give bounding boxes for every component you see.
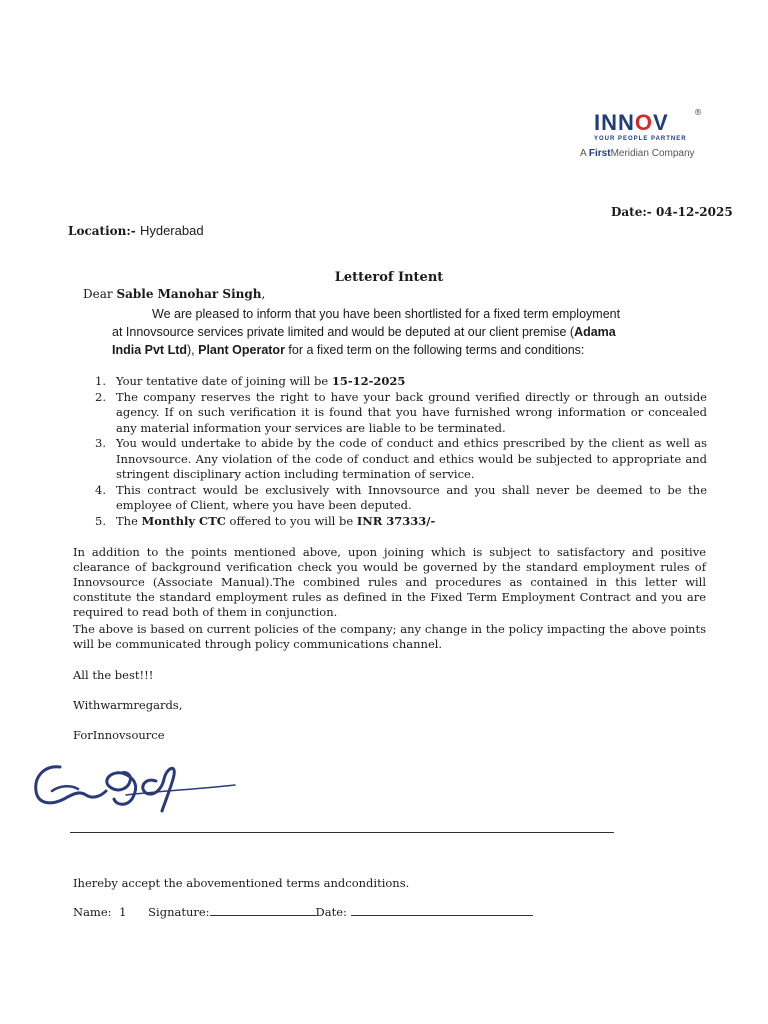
location xyxy=(68,223,204,238)
recipient-name: Sable Manohar Singh xyxy=(116,287,262,301)
company-logo xyxy=(580,108,715,164)
acceptance-statement: Ihereby accept the abovementioned terms andconditions. xyxy=(73,876,410,890)
term-item: 2. The company reserves the right to have your back ground verified directly or through an outside agency. If on such verification it is found that you have furnished wrong information or concealed any material information your services are liable to be terminated. xyxy=(95,389,707,435)
term-item: 5. The Monthly CTC offered to you will be INR 37333/- xyxy=(95,513,436,528)
rules-paragraph: In addition to the points mentioned above, upon joining which is subject to satisfactory and positive clearance of background verification check you would be governed by the standard employment rules of Innovsource (Associate Manual).The combined rules and procedures as contained in this letter will constitute the standard employment rules as defined in the Fixed Term Employment Contract and you are required to read both of them in conjunction. xyxy=(73,545,706,619)
signature-label: Signature: xyxy=(148,905,210,919)
closing-regards: Withwarmregards, xyxy=(73,698,183,712)
client-name: Adama xyxy=(574,325,616,339)
logo-company-line: A FirstMeridian Company xyxy=(580,148,695,159)
name-value: 1 xyxy=(119,905,127,919)
letter-date: Date:- 04-12-2025 xyxy=(611,205,733,219)
policy-paragraph: The above is based on current policies of the company; any change in the policy impacting the above points will be communicated through policy communications channel. xyxy=(73,622,706,651)
closing-best: All the best!!! xyxy=(73,668,154,682)
location-value: Hyderabad xyxy=(139,223,204,238)
term-item: 3. You would undertake to abide by the code of conduct and ethics prescribed by the client as well as Innovsource. Any violation of the code of conduct and ethics would be subjected to appropriate and stringent disciplinary action including termination of service. xyxy=(95,436,707,481)
registered-mark: ® xyxy=(694,108,702,117)
letter-title: Letterof Intent xyxy=(334,270,444,285)
terms-list xyxy=(95,374,707,529)
term-item: 4. This contract would be exclusively with Innovsource and you shall never be deemed to be the employee of Client, where you have been deputed. xyxy=(95,482,707,512)
acceptance-fields xyxy=(73,905,533,919)
signature-field[interactable] xyxy=(210,905,316,916)
salutation: Dear Sable Manohar Singh, xyxy=(83,287,266,301)
location-label: Location:- xyxy=(68,224,140,238)
job-role: Plant Operator xyxy=(198,343,285,357)
joining-date: 15-12-2025 xyxy=(331,374,406,388)
closing-signatory: ForInnovsource xyxy=(73,728,165,742)
term-item: 1. Your tentative date of joining will be 15-12-2025 xyxy=(95,374,406,388)
signature-divider xyxy=(70,832,614,833)
logo-tagline: YOUR PEOPLE PARTNER xyxy=(594,136,687,142)
date-label: Date: xyxy=(315,905,347,919)
date-field[interactable] xyxy=(351,905,533,916)
name-label: Name: xyxy=(73,905,112,919)
logo-brand: INNOV xyxy=(594,110,669,135)
monthly-ctc-value: INR 37333/- xyxy=(356,513,436,528)
intro-paragraph: We are pleased to inform that you have been shortlisted for a fixed term employment at Innovsource services private limited and would be deputed at our client premise (Adama India Pvt Ltd), Plant Operator for a fixed term on the following terms and conditions: xyxy=(112,307,621,357)
handwritten-signature xyxy=(30,755,240,815)
